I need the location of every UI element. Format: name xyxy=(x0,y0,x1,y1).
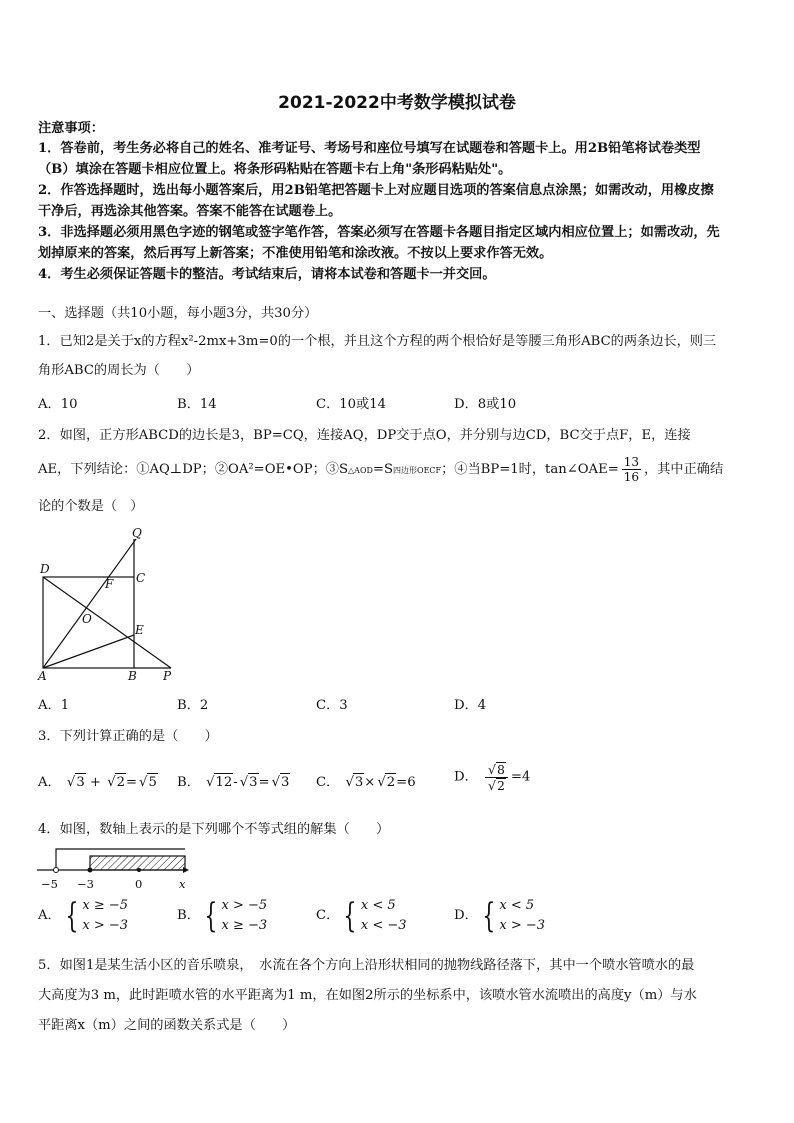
q2-option-b[interactable]: B．2 xyxy=(177,698,209,713)
q5-stem-line2: 大高度为3 m，此时距喷水管的水平距离为1 m，在如图2所示的坐标系中，该喷水管水流喷出的高度y（m）与水 xyxy=(38,988,697,1003)
q2-fraction xyxy=(622,455,641,484)
sqrt-term: √ 3 xyxy=(75,773,86,792)
notice-line: 2．作答选择题时，选出每小题答案后，用2B铅笔把答题卡上对应题目选项的答案信息点涂黑；如需改动，用橡皮擦 xyxy=(38,183,714,198)
option-label: A． xyxy=(38,908,61,923)
line-ae xyxy=(43,635,134,668)
q2-stem-line1: 2．如图，正方形ABCD的边长是3，BP=CQ，连接AQ，DP交于点O，并分别与边CD，BC交于点F，E，连接 xyxy=(38,428,691,443)
inequality-system xyxy=(499,896,545,936)
fraction-numerator: 13 xyxy=(623,455,640,469)
label-d: D xyxy=(40,562,50,576)
inequality-line: x > −3 xyxy=(82,918,129,933)
notice-line: 1．答卷前，考生务必将自己的姓名、准考证号、考场号和座位号填写在试题卷和答题卡上。用2B铅笔将试卷类型 xyxy=(38,141,701,156)
q1-option-b[interactable]: B．14 xyxy=(177,397,217,412)
section-heading: 一、选择题（共10小题，每小题3分，共30分） xyxy=(38,306,318,321)
brace-icon: { xyxy=(343,896,357,936)
q2-stem-line2 xyxy=(38,455,723,484)
inequality-line: x > −5 xyxy=(221,898,268,913)
q3-stem: 3．下列计算正确的是（ ） xyxy=(38,729,218,744)
operator: × xyxy=(364,775,376,790)
q3-d-fraction xyxy=(485,762,508,793)
q3-option-b[interactable] xyxy=(177,773,290,792)
q3-option-d[interactable] xyxy=(454,762,530,793)
inequality-line: x ≥ −3 xyxy=(221,918,268,933)
option-label: D． xyxy=(454,908,478,923)
sqrt-term: √ 3 xyxy=(248,773,259,792)
q2-option-c[interactable]: C．3 xyxy=(316,698,348,713)
sqrt-term: √ 2 xyxy=(385,773,396,792)
tick-zero xyxy=(137,868,141,872)
notice-line: 3．非选择题必须用黑色字迹的钢笔或签字笔作答，答案必须写在答题卡各题目指定区域内相应位置上；如需改动，先 xyxy=(38,225,720,240)
open-point-minus5 xyxy=(54,868,59,873)
inequality-line: x < −3 xyxy=(360,918,407,933)
operator: = xyxy=(258,775,270,790)
inequality-system xyxy=(222,896,268,936)
label-e: E xyxy=(135,623,144,637)
q2-subscript: △AOD xyxy=(348,466,373,475)
notice-line: 4．考生必须保证答题卡的整洁。考试结束后，请将本试卷和答题卡一并交回。 xyxy=(38,267,496,282)
q5-stem-line3: 平距离x（m）之间的函数关系式是（ ） xyxy=(38,1018,296,1033)
tick-label-minus5: −5 xyxy=(41,877,58,891)
sqrt-term: √ 8 xyxy=(496,762,506,777)
line-aq xyxy=(43,539,136,668)
q1-option-c[interactable]: C．10或14 xyxy=(316,397,387,412)
label-a: A xyxy=(38,669,47,683)
notice-heading: 注意事项： xyxy=(38,121,104,136)
inequality-line: x ≥ −5 xyxy=(82,898,129,913)
brace-icon: { xyxy=(65,896,79,936)
sqrt-term: √ 12 xyxy=(214,773,233,792)
q2-option-d[interactable]: D．4 xyxy=(454,698,487,713)
sqrt-term: √ 2 xyxy=(115,773,126,792)
q1-option-d[interactable]: D．8或10 xyxy=(454,397,517,412)
label-c: C xyxy=(136,571,146,585)
brace-icon: { xyxy=(204,896,218,936)
option-label: A． xyxy=(38,775,61,790)
tick-label-minus3: −3 xyxy=(77,877,94,891)
page-title: 2021-2022中考数学模拟试卷 xyxy=(278,93,516,113)
inequality-system xyxy=(82,896,128,936)
label-f: F xyxy=(105,577,114,591)
q4-option-a[interactable] xyxy=(38,896,128,936)
axis-label-x: x xyxy=(179,877,186,891)
option-label: C． xyxy=(316,775,340,790)
inequality-line: x < 5 xyxy=(499,898,535,913)
q5-stem-line1: 5．如图1是某生活小区的音乐喷泉， 水流在各个方向上沿形状相同的抛物线路径落下，其中一个喷水管喷水的最 xyxy=(38,958,695,973)
sqrt-term: √ 3 xyxy=(353,773,364,792)
notice-line: 干净后，再选涂其他答案。答案不能答在试题卷上。 xyxy=(38,204,342,219)
q3-option-c[interactable] xyxy=(316,773,416,792)
option-label: D． xyxy=(454,769,478,785)
fraction-denominator: 16 xyxy=(623,470,640,484)
label-p: P xyxy=(163,669,172,683)
brace-icon: { xyxy=(482,896,496,936)
tick-label-zero: 0 xyxy=(135,877,143,891)
q1-stem-line1: 1．已知2是关于x的方程x²-2mx+3m=0的一个根，并且这个方程的两个根恰好是等腰三角形ABC的两条边长，则三 xyxy=(38,334,717,349)
label-o: O xyxy=(82,612,92,626)
operator: =4 xyxy=(510,769,531,785)
q2-text: =S xyxy=(372,462,394,477)
operator: - xyxy=(233,775,238,790)
sqrt-term: √ 2 xyxy=(496,778,506,793)
notice-line: 划掉原来的答案，然后再写上新答案；不准使用铅笔和涂改液。不按以上要求作答无效。 xyxy=(38,246,553,261)
q3-option-a[interactable] xyxy=(38,773,158,792)
sqrt-term: √ 3 xyxy=(280,773,291,792)
q2-subscript: 四边形OECF xyxy=(393,466,442,475)
q4-option-c[interactable] xyxy=(316,896,407,936)
q2-text: ，其中正确结 xyxy=(644,462,724,477)
label-b: B xyxy=(128,669,137,683)
q4-number-line xyxy=(35,843,195,893)
q2-option-a[interactable]: A．1 xyxy=(38,698,70,713)
q2-geometry-figure xyxy=(35,525,185,685)
option-label: C． xyxy=(316,908,340,923)
operator: = xyxy=(125,775,138,790)
q2-stem-line3: 论的个数是（ ） xyxy=(38,499,144,514)
operator: + xyxy=(89,775,101,790)
q4-option-d[interactable] xyxy=(454,896,545,936)
inequality-system xyxy=(361,896,407,936)
inequality-line: x > −3 xyxy=(499,918,546,933)
q4-stem: 4．如图，数轴上表示的是下列哪个不等式组的解集（ ） xyxy=(38,822,390,837)
filled-point-minus3 xyxy=(88,868,93,873)
option-label: B． xyxy=(177,908,200,923)
option-label: B． xyxy=(177,775,200,790)
notice-line: （B）填涂在答题卡相应位置上。将条形码粘贴在答题卡右上角"条形码粘贴处"。 xyxy=(38,162,512,177)
q2-text: ；④当BP=1时，tan∠OAE= xyxy=(441,462,619,477)
q2-text: AE，下列结论：①AQ⊥DP；②OA²=OE•OP；③S xyxy=(38,462,349,477)
operator: =6 xyxy=(396,775,416,790)
sqrt-term: √ 5 xyxy=(147,773,158,792)
inequality-line: x < 5 xyxy=(360,898,396,913)
q1-option-a[interactable]: A．10 xyxy=(38,397,78,412)
label-q: Q xyxy=(132,526,142,540)
hatched-region xyxy=(90,856,185,870)
q4-option-b[interactable] xyxy=(177,896,267,936)
q1-stem-line2: 角形ABC的周长为（ ） xyxy=(38,363,200,378)
